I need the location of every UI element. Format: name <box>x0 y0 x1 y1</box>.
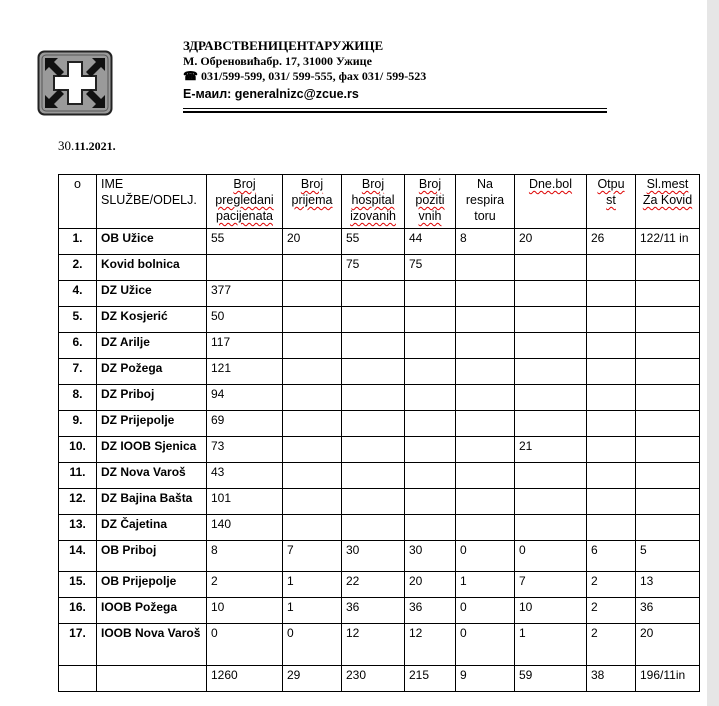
cell-c7 <box>587 385 636 411</box>
cell-c1: 121 <box>207 359 283 385</box>
cell-c4 <box>405 281 456 307</box>
row-name: DZ Kosjerić <box>97 307 207 333</box>
cell-c1: 10 <box>207 598 283 624</box>
cell-c5 <box>456 307 515 333</box>
header-hospital: Broj hospital izovanih <box>342 175 405 229</box>
cell-c1: 0 <box>207 624 283 666</box>
cell-c7: 26 <box>587 229 636 255</box>
row-index: 7. <box>59 359 97 385</box>
header-index: o <box>59 175 97 229</box>
cell-c6: 1 <box>515 624 587 666</box>
cell-c7 <box>587 333 636 359</box>
cell-c3 <box>342 463 405 489</box>
row-name: IOOB Požega <box>97 598 207 624</box>
row-index <box>59 666 97 692</box>
row-index: 17. <box>59 624 97 666</box>
row-name: DZ Prijepolje <box>97 411 207 437</box>
institution-email: Е-маил: generalnizc@zcue.rs <box>183 87 359 101</box>
cell-c6 <box>515 333 587 359</box>
cell-c7 <box>587 515 636 541</box>
header-pozitivni: Broj poziti vnih <box>405 175 456 229</box>
cell-c2 <box>283 489 342 515</box>
table-row <box>59 541 700 572</box>
cell-c2 <box>283 359 342 385</box>
table-row <box>59 255 700 281</box>
cell-c7 <box>587 489 636 515</box>
cell-c5: 0 <box>456 598 515 624</box>
cell-c6 <box>515 463 587 489</box>
row-index: 15. <box>59 572 97 598</box>
header-pregledani: Broj pregledani pacijenata <box>207 175 283 229</box>
cell-c6 <box>515 255 587 281</box>
cell-c1: 55 <box>207 229 283 255</box>
cell-c5 <box>456 463 515 489</box>
cell-c5: 1 <box>456 572 515 598</box>
cell-c7: 2 <box>587 598 636 624</box>
institution-name: ЗДРАВСТВЕНИЦЕНТАРУЖИЦЕ <box>183 38 384 53</box>
cell-c8: 36 <box>636 598 700 624</box>
cell-c1: 8 <box>207 541 283 572</box>
header-otpust: Otpu st <box>587 175 636 229</box>
table-row <box>59 463 700 489</box>
table-row <box>59 515 700 541</box>
table-header-row <box>59 175 700 229</box>
cell-c8 <box>636 515 700 541</box>
cell-c5 <box>456 255 515 281</box>
report-date: 30.11.2021. <box>58 138 116 153</box>
cell-c3 <box>342 437 405 463</box>
table-row <box>59 333 700 359</box>
row-name: DZ IOOB Sjenica <box>97 437 207 463</box>
cell-c7 <box>587 281 636 307</box>
row-name: DZ Nova Varoš <box>97 463 207 489</box>
cell-c3: 12 <box>342 624 405 666</box>
cell-c1: 69 <box>207 411 283 437</box>
cell-c7: 2 <box>587 572 636 598</box>
header-rule-thick <box>183 111 607 113</box>
cell-c4: 36 <box>405 598 456 624</box>
table-row <box>59 229 700 255</box>
cell-c6: 7 <box>515 572 587 598</box>
cell-c7: 38 <box>587 666 636 692</box>
row-name: DZ Požega <box>97 359 207 385</box>
cell-c2: 1 <box>283 572 342 598</box>
cell-c4: 20 <box>405 572 456 598</box>
row-index: 4. <box>59 281 97 307</box>
cell-c3 <box>342 333 405 359</box>
row-index: 13. <box>59 515 97 541</box>
cell-c3 <box>342 489 405 515</box>
table-row <box>59 411 700 437</box>
cell-c5: 8 <box>456 229 515 255</box>
cell-c3: 55 <box>342 229 405 255</box>
table-row <box>59 385 700 411</box>
cell-c1: 117 <box>207 333 283 359</box>
cell-c4 <box>405 515 456 541</box>
table-row <box>59 572 700 598</box>
cell-c8: 5 <box>636 541 700 572</box>
row-name: DZ Priboj <box>97 385 207 411</box>
cell-c3 <box>342 385 405 411</box>
cell-c8 <box>636 307 700 333</box>
table-row <box>59 437 700 463</box>
cell-c2 <box>283 281 342 307</box>
row-index: 10. <box>59 437 97 463</box>
cell-c5 <box>456 515 515 541</box>
cell-c3 <box>342 359 405 385</box>
cell-c1: 377 <box>207 281 283 307</box>
cell-c7 <box>587 307 636 333</box>
cell-c8 <box>636 489 700 515</box>
row-index: 14. <box>59 541 97 572</box>
cell-c5 <box>456 385 515 411</box>
row-name <box>97 666 207 692</box>
cell-c1: 43 <box>207 463 283 489</box>
health-center-logo <box>37 50 113 116</box>
cell-c7 <box>587 437 636 463</box>
cell-c7 <box>587 463 636 489</box>
cell-c8: 122/11 in <box>636 229 700 255</box>
page-margin <box>707 0 719 706</box>
cell-c6 <box>515 411 587 437</box>
cell-c4: 215 <box>405 666 456 692</box>
cell-c5: 0 <box>456 541 515 572</box>
table-row <box>59 598 700 624</box>
cell-c4: 12 <box>405 624 456 666</box>
cell-c6 <box>515 489 587 515</box>
cell-c1: 73 <box>207 437 283 463</box>
cell-c5 <box>456 437 515 463</box>
cell-c8 <box>636 255 700 281</box>
cell-c6: 21 <box>515 437 587 463</box>
cell-c4 <box>405 385 456 411</box>
cell-c8 <box>636 333 700 359</box>
cell-c1: 140 <box>207 515 283 541</box>
row-index: 2. <box>59 255 97 281</box>
phone-icon: ☎ <box>183 69 198 83</box>
cell-c2 <box>283 255 342 281</box>
cell-c5 <box>456 359 515 385</box>
cell-c2: 20 <box>283 229 342 255</box>
cell-c8: 13 <box>636 572 700 598</box>
phone-numbers: 031/599-599, 031/ 599-555, фах 031/ 599-523 <box>197 69 427 83</box>
cell-c2: 29 <box>283 666 342 692</box>
cell-c2: 0 <box>283 624 342 666</box>
cell-c8 <box>636 359 700 385</box>
header-rule-thin <box>183 108 607 109</box>
table-row <box>59 624 700 666</box>
cell-c8 <box>636 463 700 489</box>
cell-c6 <box>515 359 587 385</box>
cell-c5 <box>456 281 515 307</box>
cell-c4 <box>405 411 456 437</box>
header-slmest: Sl.mest Za Kovid <box>636 175 700 229</box>
row-name: Kovid bolnica <box>97 255 207 281</box>
cell-c5 <box>456 411 515 437</box>
cell-c5: 9 <box>456 666 515 692</box>
cell-c5 <box>456 489 515 515</box>
row-index: 16. <box>59 598 97 624</box>
cell-c1: 50 <box>207 307 283 333</box>
report-table <box>58 174 700 692</box>
cell-c8 <box>636 411 700 437</box>
header-dnebol: Dne.bol <box>515 175 587 229</box>
cell-c3: 30 <box>342 541 405 572</box>
row-index: 12. <box>59 489 97 515</box>
row-name: OB Prijepolje <box>97 572 207 598</box>
row-index: 1. <box>59 229 97 255</box>
cell-c7: 2 <box>587 624 636 666</box>
cell-c1: 2 <box>207 572 283 598</box>
cell-c1: 94 <box>207 385 283 411</box>
cell-c6 <box>515 385 587 411</box>
cell-c3: 22 <box>342 572 405 598</box>
cell-c6 <box>515 307 587 333</box>
cell-c8: 196/11in <box>636 666 700 692</box>
cell-c7 <box>587 255 636 281</box>
cell-c3: 75 <box>342 255 405 281</box>
cell-c3 <box>342 307 405 333</box>
table-row <box>59 307 700 333</box>
cell-c4: 30 <box>405 541 456 572</box>
cell-c2 <box>283 437 342 463</box>
cell-c4 <box>405 307 456 333</box>
table-row <box>59 281 700 307</box>
cell-c7: 6 <box>587 541 636 572</box>
cell-c7 <box>587 359 636 385</box>
cell-c5: 0 <box>456 624 515 666</box>
cell-c2 <box>283 411 342 437</box>
institution-address: М. Обреновићабр. 17, 31000 Ужице <box>183 54 372 68</box>
cell-c2: 1 <box>283 598 342 624</box>
cell-c4 <box>405 359 456 385</box>
cell-c6 <box>515 281 587 307</box>
cell-c1: 101 <box>207 489 283 515</box>
cell-c3: 230 <box>342 666 405 692</box>
cell-c4: 75 <box>405 255 456 281</box>
cell-c2 <box>283 333 342 359</box>
row-index: 9. <box>59 411 97 437</box>
letterhead <box>183 38 613 103</box>
cell-c4: 44 <box>405 229 456 255</box>
cell-c6: 0 <box>515 541 587 572</box>
row-name: OB Užice <box>97 229 207 255</box>
cell-c1 <box>207 255 283 281</box>
cell-c6: 10 <box>515 598 587 624</box>
cell-c2 <box>283 515 342 541</box>
cell-c4 <box>405 463 456 489</box>
cell-c2 <box>283 307 342 333</box>
cell-c3 <box>342 411 405 437</box>
cell-c3 <box>342 281 405 307</box>
row-name: OB Priboj <box>97 541 207 572</box>
cell-c6 <box>515 515 587 541</box>
header-name: IME SLUŽBE/ODELJ. <box>97 175 207 229</box>
cell-c4 <box>405 333 456 359</box>
cell-c8: 20 <box>636 624 700 666</box>
row-name: DZ Bajina Bašta <box>97 489 207 515</box>
cell-c7 <box>587 411 636 437</box>
row-name: DZ Arilje <box>97 333 207 359</box>
row-index: 11. <box>59 463 97 489</box>
cell-c2 <box>283 463 342 489</box>
row-name: DZ Užice <box>97 281 207 307</box>
table-row <box>59 489 700 515</box>
row-name: DZ Čajetina <box>97 515 207 541</box>
header-respirator: Na respira toru <box>456 175 515 229</box>
cell-c4 <box>405 437 456 463</box>
row-index: 8. <box>59 385 97 411</box>
cell-c5 <box>456 333 515 359</box>
header-prijema: Broj prijema <box>283 175 342 229</box>
cell-c8 <box>636 437 700 463</box>
cell-c3: 36 <box>342 598 405 624</box>
cell-c8 <box>636 385 700 411</box>
row-index: 5. <box>59 307 97 333</box>
row-name: IOOB Nova Varoš <box>97 624 207 666</box>
cell-c4 <box>405 489 456 515</box>
cell-c2: 7 <box>283 541 342 572</box>
cell-c2 <box>283 385 342 411</box>
totals-row <box>59 666 700 692</box>
row-index: 6. <box>59 333 97 359</box>
cell-c3 <box>342 515 405 541</box>
cell-c8 <box>636 281 700 307</box>
cell-c6: 59 <box>515 666 587 692</box>
table-row <box>59 359 700 385</box>
cell-c6: 20 <box>515 229 587 255</box>
institution-phones <box>183 69 613 84</box>
cell-c1: 1260 <box>207 666 283 692</box>
